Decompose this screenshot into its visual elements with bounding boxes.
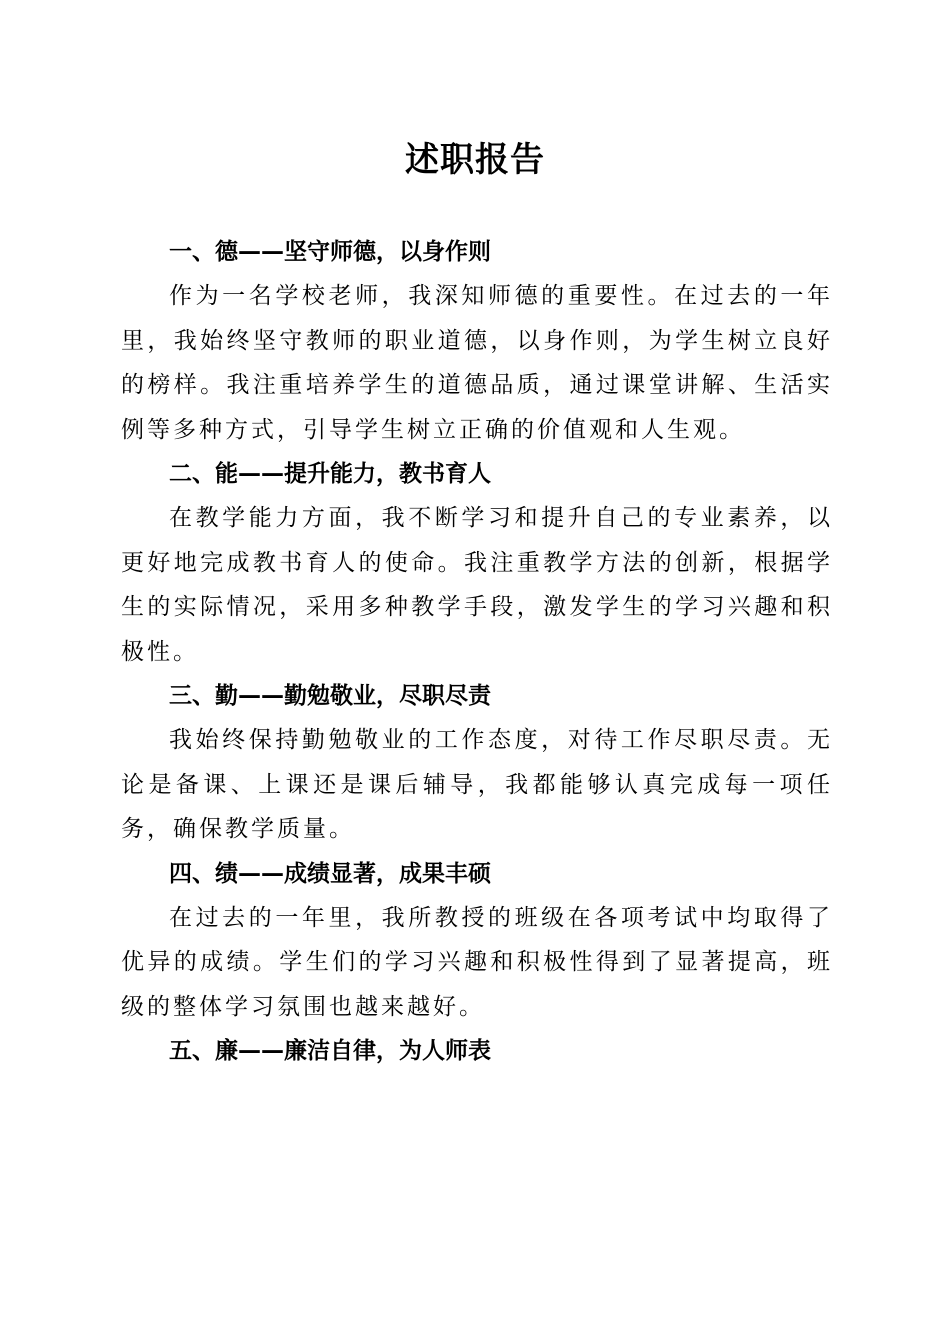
document-title: 述职报告: [405, 140, 545, 180]
section-neng: [121, 452, 833, 674]
section-heading: 一、德——坚守师德，以身作则: [169, 239, 491, 265]
section-heading: 三、勤——勤勉敬业，尽职尽责: [169, 683, 491, 709]
section-ji: [121, 852, 833, 1030]
section-qin: [121, 674, 833, 852]
section-paragraph: 我始终保持勤勉敬业的工作态度，对待工作尽职尽责。无论是备课、上课还是课后辅导，我都能够认真完成每一项任务，确保教学质量。: [121, 727, 833, 842]
document-body: [121, 230, 833, 1073]
section-heading: 二、能——提升能力，教书育人: [169, 461, 491, 487]
section-heading: 五、廉——廉洁自律，为人师表: [169, 1038, 491, 1064]
section-lian: [121, 1029, 833, 1073]
section-paragraph: 在过去的一年里，我所教授的班级在各项考试中均取得了优异的成绩。学生们的学习兴趣和积极性得到了显著提高，班级的整体学习氛围也越来越好。: [121, 904, 833, 1020]
section-paragraph: 在教学能力方面，我不断学习和提升自己的专业素养，以更好地完成教书育人的使命。我注重教学方法的创新，根据学生的实际情况，采用多种教学手段，激发学生的学习兴趣和积极性。: [121, 505, 833, 665]
section-de: [121, 230, 833, 452]
section-paragraph: 作为一名学校老师，我深知师德的重要性。在过去的一年里，我始终坚守教师的职业道德，以身作则，为学生树立良好的榜样。我注重培养学生的道德品质，通过课堂讲解、生活实例等多种方式，引导学生树立正确的价值观和人生观。: [121, 283, 833, 443]
section-heading: 四、绩——成绩显著，成果丰硕: [169, 860, 491, 887]
